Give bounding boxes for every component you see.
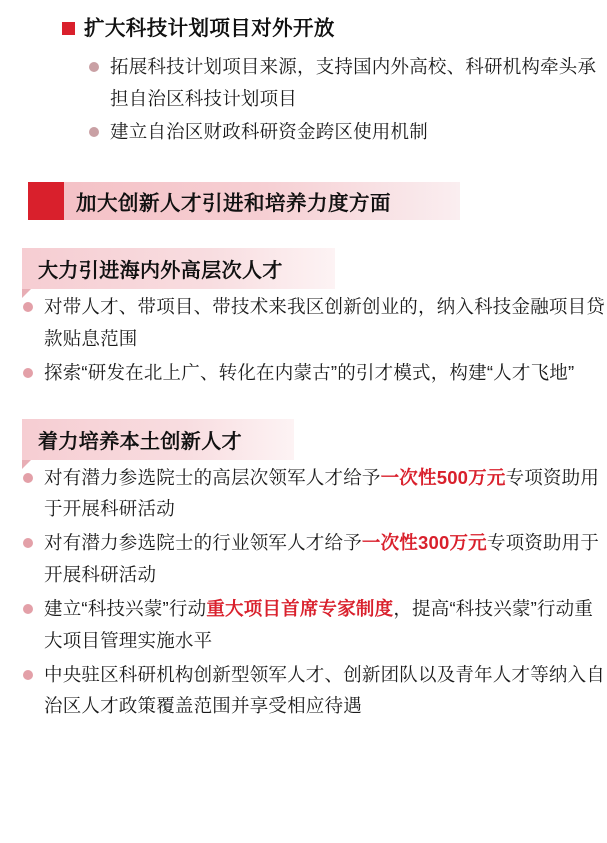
highlight-text: 一次性300万元: [361, 532, 487, 554]
list-item-text: 专项资助用于开展科研活动: [44, 466, 600, 520]
highlight-text: 重大项目首席专家制度: [206, 597, 394, 619]
list-item: [22, 527, 607, 591]
list-item: 建立自治区财政科研资金跨区使用机制: [88, 116, 607, 148]
list-item: [22, 659, 607, 723]
sub-banner-attract-talent: [22, 248, 335, 289]
list-item-text: 对有潜力参选院士的高层次领军人才给予: [44, 466, 381, 488]
list-item: [22, 593, 607, 657]
document-page: [0, 14, 607, 843]
section-heading-text: 扩大科技计划项目对外开放: [84, 17, 335, 40]
section-heading-open-program: [62, 14, 607, 45]
list-item: [22, 357, 607, 389]
sub-banner-title: 着力培养本土创新人才: [22, 419, 294, 460]
banner-red-bar: [28, 182, 64, 220]
section-banner-talent: [28, 182, 460, 220]
sub-banner-title: 大力引进海内外高层次人才: [22, 248, 335, 289]
list-item-text: ，提高“科技兴蒙”行动重大项目管理实施水平: [44, 597, 594, 651]
banner-title: 加大创新人才引进和培养力度方面: [76, 192, 391, 216]
list-item-text: 对有潜力参选院士的行业领军人才给予: [44, 532, 362, 554]
bullet-list-open-program: [88, 51, 607, 148]
highlight-text: 一次性500万元: [380, 466, 506, 488]
list-item-text: 探索“研发在北上广、转化在内蒙古”的引才模式，构建“人才飞地”: [44, 361, 575, 383]
list-item: 拓展科技计划项目来源，支持国内外高校、科研机构牵头承担自治区科技计划项目: [88, 51, 607, 115]
list-item: [22, 291, 607, 355]
bullet-list-attract-talent: [22, 291, 607, 388]
list-item-text: 对带人才、带项目、带技术来我区创新创业的，纳入科技金融项目贷款贴息范围: [44, 296, 606, 349]
list-item-text: 专项资助用于开展科研活动: [44, 532, 600, 586]
list-item: [22, 462, 607, 526]
list-item-text: 中央驻区科研机构创新型领军人才、创新团队以及青年人才等纳入自治区人才政策覆盖范围并享受相应待遇: [44, 663, 606, 717]
sub-banner-cultivate-talent: [22, 419, 294, 460]
red-square-marker-icon: [62, 22, 75, 35]
list-item-text: 建立“科技兴蒙”行动: [44, 597, 207, 619]
bullet-list-cultivate-talent: [22, 462, 607, 723]
